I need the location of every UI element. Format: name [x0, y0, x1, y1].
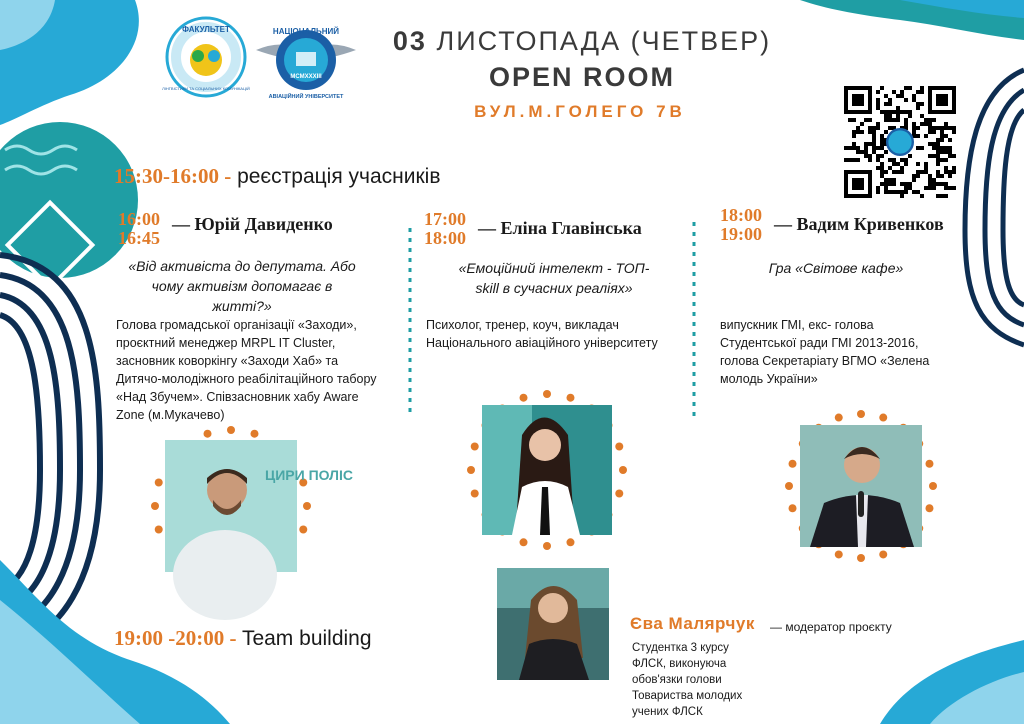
ring-dot — [857, 410, 865, 418]
ring-dot — [520, 538, 528, 546]
speaker-1-name: — Юрій Давиденко — [172, 214, 333, 234]
moderator-photo — [497, 568, 609, 680]
ring-dot — [204, 430, 212, 438]
speaker-3-time-start: 18:00 — [720, 205, 762, 225]
team-building-label: Team building — [241, 627, 372, 650]
ring-dot — [155, 525, 163, 533]
moderator-name: Єва Малярчук — [630, 614, 755, 633]
registration-label: реєстрація учасників — [237, 165, 441, 188]
event-title: OPEN ROOM — [488, 62, 675, 92]
registration-time: 15:30-16:00 - — [114, 164, 232, 188]
ring-dot — [566, 538, 574, 546]
ring-dot — [879, 414, 887, 422]
ring-dot — [227, 426, 235, 434]
faculty-logo-text: ФАКУЛЬТЕТ — [182, 25, 230, 34]
speaker-3-topic: Гра «Світове кафе» — [768, 260, 904, 276]
ring-dot — [925, 460, 933, 468]
speaker-2-bio: Психолог, тренер, коуч, викладач Національного авіаційного університету — [426, 318, 658, 350]
event-date-number: 03 — [392, 26, 427, 56]
event-address: ВУЛ.М.ГОЛЕГО 7В — [474, 102, 686, 121]
ring-dot — [835, 550, 843, 558]
speaker-2-time-end: 18:00 — [424, 228, 466, 248]
speaker-2-photo — [482, 405, 612, 535]
university-logo-mid-text: MCMXXXIII — [290, 74, 322, 80]
ring-dot — [925, 504, 933, 512]
team-building-time: 19:00 -20:00 - — [114, 626, 237, 650]
moderator-bio: Студентка 3 курсу ФЛСК, виконуюча обов'язки голови Товариства молодих учених ФЛСК — [632, 642, 743, 718]
ring-dot — [250, 430, 258, 438]
ring-dot — [835, 414, 843, 422]
moderator-role: — модератор проєкту — [770, 620, 892, 634]
ring-dot — [299, 525, 307, 533]
ring-dot — [789, 460, 797, 468]
speaker-1-topic: «Від активіста до депутата. Або чому активізм допомагає в житті?» — [128, 258, 356, 314]
speaker-3-name: — Вадим Кривенков — [774, 214, 944, 234]
ring-dot — [303, 502, 311, 510]
ring-dot — [857, 554, 865, 562]
event-date-text: ЛИСТОПАДА (ЧЕТВЕР) — [436, 26, 772, 56]
ring-dot — [543, 542, 551, 550]
faculty-logo-ring-text: ЛІНГВІСТИКИ ТА СОЦІАЛЬНИХ КОМУНІКАЦІЙ — [162, 86, 250, 91]
speaker-3-photo — [800, 425, 922, 547]
ring-dot — [879, 550, 887, 558]
ring-dot — [785, 482, 793, 490]
photo-wall-text: ЦИРИ ПОЛІС — [265, 467, 354, 483]
ring-dot — [789, 504, 797, 512]
speaker-1-time-end: 16:45 — [118, 228, 160, 248]
ring-dot — [520, 394, 528, 402]
speaker-3-bio: випускник ГМІ, екс- голова Студентської ради ГМІ 2013-2016, голова Секретаріату ВГМО «Зелена молодь України» — [720, 318, 930, 386]
ring-dot — [543, 390, 551, 398]
speaker-2-name: — Еліна Главінська — [478, 218, 642, 238]
ring-dot — [615, 489, 623, 497]
university-logo-bottom-text: АВІАЦІЙНИЙ УНІВЕРСИТЕТ — [268, 94, 344, 100]
ring-dot — [566, 394, 574, 402]
speaker-2-topic: «Емоційний інтелект - ТОП-skill в сучасних реаліях» — [458, 260, 650, 296]
ring-dot — [467, 466, 475, 474]
speaker-2-time-start: 17:00 — [424, 209, 466, 229]
ring-dot — [619, 466, 627, 474]
speaker-3-time-end: 19:00 — [720, 224, 762, 244]
ring-dot — [471, 489, 479, 497]
team-building-line — [114, 626, 372, 651]
speaker-1-photo — [165, 440, 354, 572]
university-logo-top-text: НАЦІОНАЛЬНИЙ — [272, 27, 340, 36]
ring-dot — [151, 502, 159, 510]
ring-dot — [929, 482, 937, 490]
speaker-1-time-start: 16:00 — [118, 209, 160, 229]
ring-dot — [155, 479, 163, 487]
speaker-1-bio: Голова громадської організації «Заходи», проєктний менеджер MRPL IT Cluster, засновник коворкінгу «Заходи Хаб» та Дитячо-молодіжного реабілітаційного табору «Над Збучем». Співзасновник хабу Aware Zone (м.Мукачево) — [116, 318, 377, 422]
ring-dot — [471, 443, 479, 451]
ring-dot — [615, 443, 623, 451]
